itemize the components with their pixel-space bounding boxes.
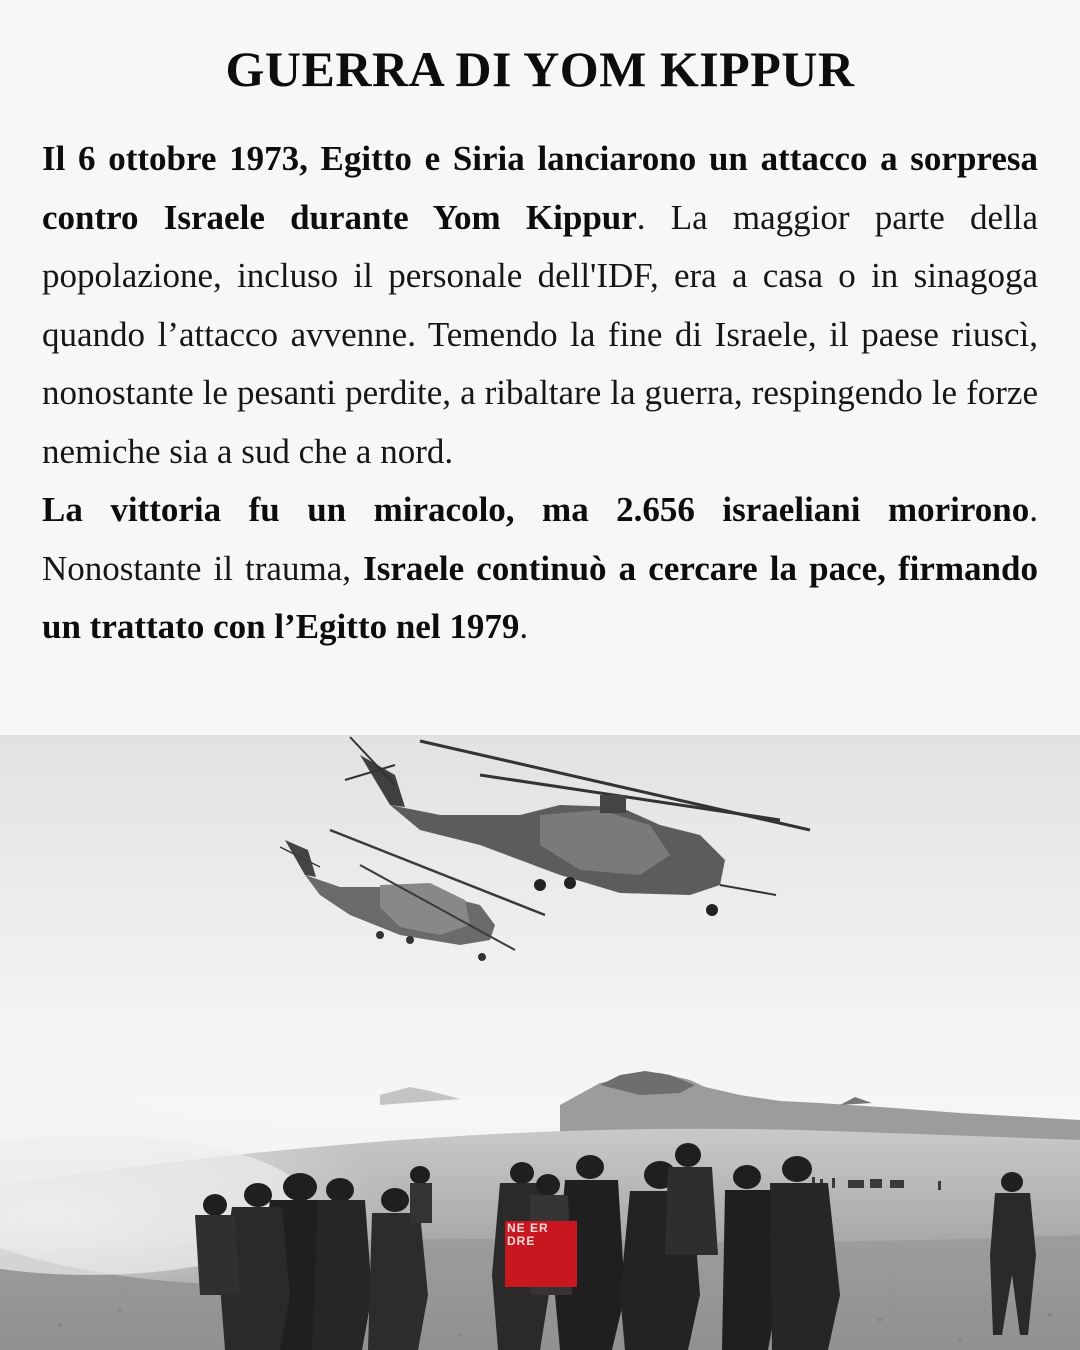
logo-stamp [505,1221,577,1287]
paragraph-1 [42,130,1038,481]
paragraph-2-middle: . Nonostante il trauma, [42,490,1038,588]
paragraph-1-text: . La maggior parte della popolazione, incluso il personale dell'IDF, era a casa o in sinagoga quando l’attacco avvenne. Temendo la fine di Israele, il paese riuscì, nonostante le pesanti perdite, a ribaltare la guerra, respingendo le forze nemiche sia a sud che a nord. [42,197,1038,471]
paragraph-1-bold: Il 6 ottobre 1973, Egitto e Siria lanciarono un attacco a sorpresa contro Israele durante Yom Kippur [42,139,1038,237]
article-body [42,130,1038,657]
page-title: GUERRA DI YOM KIPPUR [225,41,855,97]
paragraph-2-bold-intro: La vittoria fu un miracolo, ma 2.656 israeliani morirono [42,490,1030,529]
paragraph-2-end: . [519,607,529,646]
logo-stamp-text: NE ER DRE [507,1221,549,1248]
paragraph-2-bold-end: Israele continuò a cercare la pace, firmando un trattato con l’Egitto nel 1979 [42,548,1038,646]
paragraph-2 [42,481,1038,657]
